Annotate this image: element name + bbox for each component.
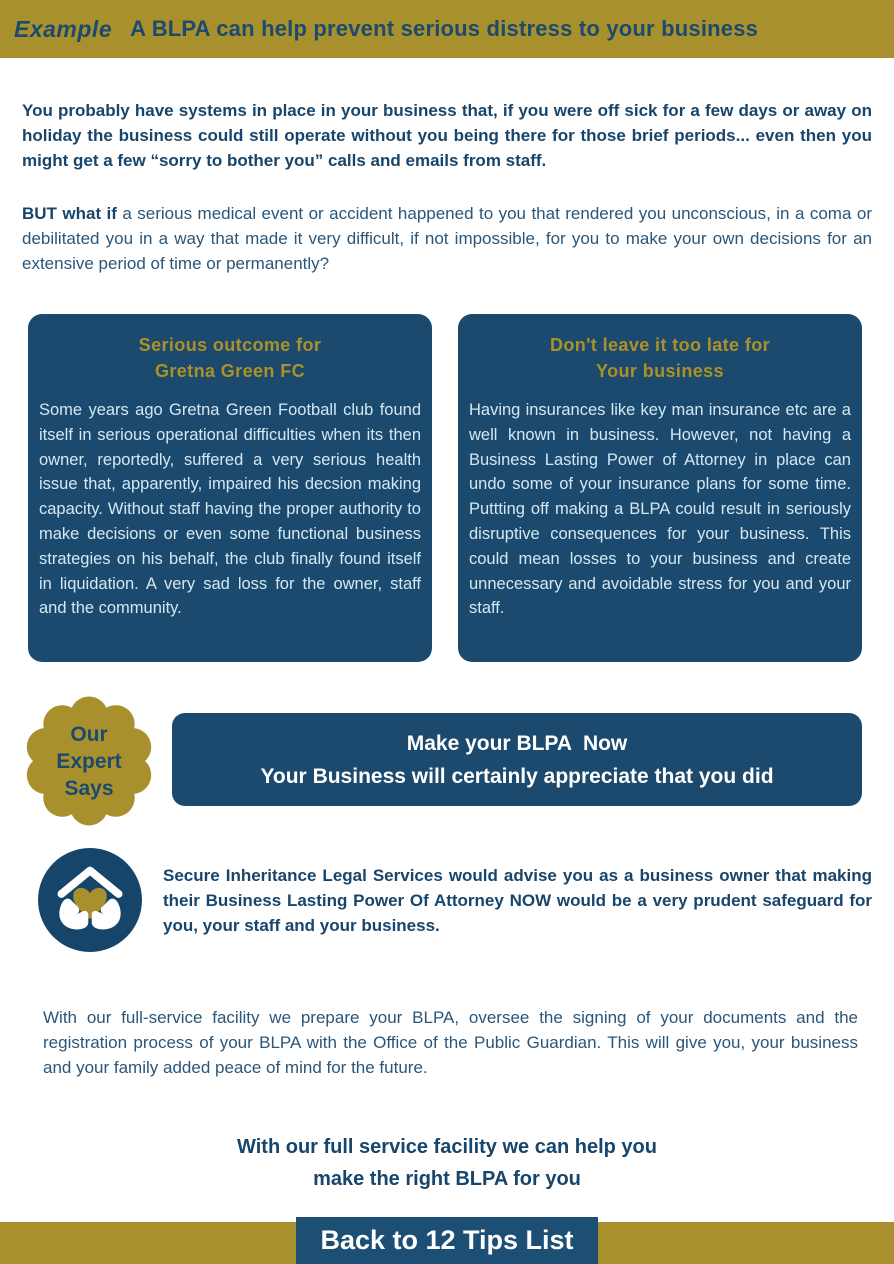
but-what-if-lead: BUT what if (22, 204, 117, 223)
back-to-tips-button[interactable]: Back to 12 Tips List (296, 1217, 598, 1264)
intro-paragraph: You probably have systems in place in your business that, if you were off sick for a few days or away on holiday the business could still operate without you being there for those brief periods... even then you might get a few “sorry to bother you” calls and emails from staff. (22, 101, 872, 170)
our-expert-says-badge (24, 696, 154, 826)
card-title (39, 332, 421, 384)
card-title-line1: Don't leave it too late for (549, 335, 771, 355)
advice-row (38, 848, 872, 952)
card-title-line1: Serious outcome for (138, 335, 322, 355)
card-title-line2: Gretna Green FC (154, 361, 306, 381)
footer (0, 1194, 894, 1264)
header-banner (0, 0, 894, 58)
badge-text (24, 696, 154, 826)
card-dont-leave-it-late (458, 314, 862, 662)
full-service-paragraph: With our full-service facility we prepare your BLPA, oversee the signing of your documents and the registration process of your BLPA with the Office of the Public Guardian. This will give you, your business and your family added peace of mind for the future. (43, 1008, 858, 1077)
card-title-line2: Your business (596, 361, 724, 381)
but-what-if-paragraph (0, 201, 894, 276)
but-what-if-rest: a serious medical event or accident happened to you that rendered you unconscious, in a coma or debilitated you in a way that made it very difficult, if not impossible, for you to make your own decisions for an extensive period of time or permanently? (22, 204, 872, 273)
hands-holding-heart-icon (38, 848, 142, 952)
page-title: A BLPA can help prevent serious distress to your business (130, 16, 759, 41)
closing-line2: make the right BLPA for you (313, 1168, 581, 1190)
badge-line1: Our (70, 722, 108, 746)
card-body: Having insurances like key man insurance etc are a well known in business. However, not having a Business Lasting Power of Attorney in place can undo some of your insurance plans for some time. Puttting off making a BLPA could result in seriously disruptive consequences for your business. This could mean losses to your business and create unnecessary and avoidable stress for you and your staff. (469, 401, 851, 618)
example-label: Example (14, 15, 113, 42)
badge-line3: Says (64, 776, 114, 800)
card-title (469, 332, 851, 384)
banner-line2: Your Business will certainly appreciate that you did (260, 764, 774, 788)
closing-statement (0, 1131, 894, 1195)
closing-line1: With our full service facility we can help you (237, 1136, 657, 1158)
banner-line1: Make your BLPA Now (406, 731, 628, 755)
advice-text: Secure Inheritance Legal Services would advise you as a business owner that making their Business Lasting Power Of Attorney NOW would be a very prudent safeguard for you, your staff and your business. (163, 866, 872, 935)
badge-line2: Expert (56, 749, 122, 773)
card-gretna-green (28, 314, 432, 662)
card-body: Some years ago Gretna Green Football club found itself in serious operational difficulties when its then owner, reportedly, suffered a very serious health issue that, apparently, impaired his decsion making capacity. Without staff having the proper authority to make decisions or even some functional business strategies on his behalf, the club finally found itself in liquidation. A very sad loss for the owner, staff and the community. (39, 401, 421, 618)
story-cards-row (28, 314, 866, 662)
expert-says-row (24, 696, 862, 826)
make-blpa-now-banner (172, 713, 862, 806)
